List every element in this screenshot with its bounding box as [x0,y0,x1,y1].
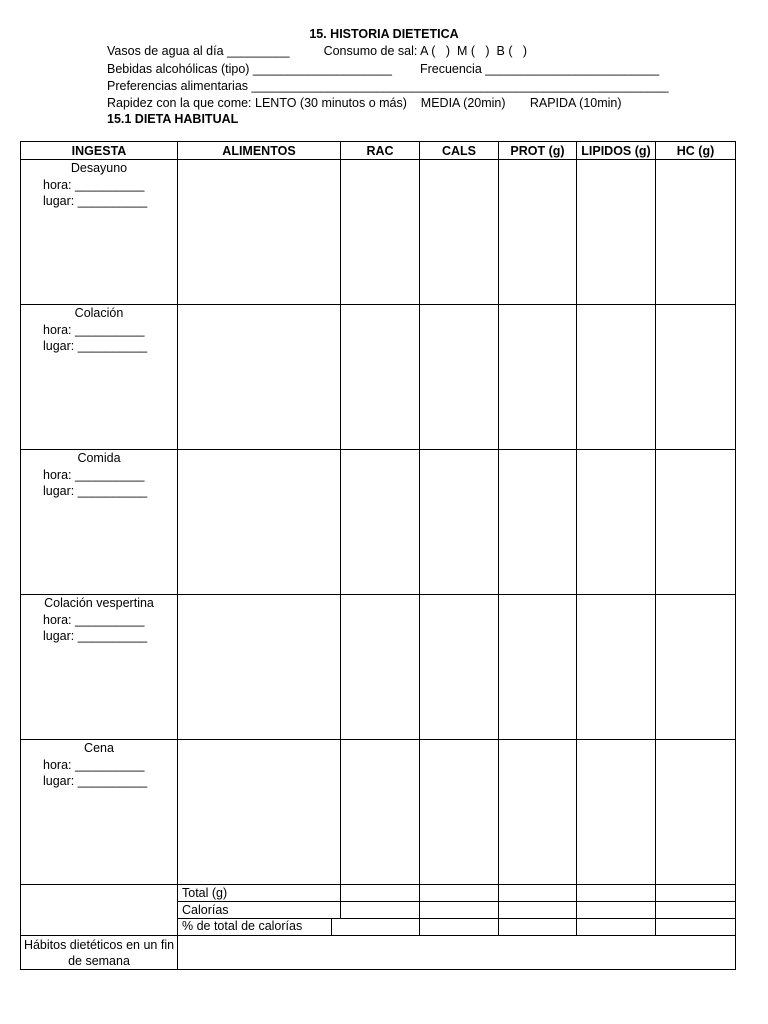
lipidos-cell[interactable] [577,160,656,305]
meal-hora-field[interactable]: hora: __________ [43,177,145,192]
alimentos-cell[interactable] [178,595,341,740]
meal-hora-field[interactable]: hora: __________ [43,467,145,482]
water-field[interactable]: Vasos de agua al día _________ [107,44,290,58]
meal-lugar-field[interactable]: lugar: __________ [43,339,148,353]
frequency-field[interactable]: Frecuencia _________________________ [419,62,660,76]
table-row [21,740,736,885]
preferences-field[interactable]: Preferencias alimentarias ____________________________________________________________ [107,79,669,93]
alcohol-line [107,62,659,76]
lipidos-cell[interactable] [577,305,656,450]
summary-blank-cell [21,885,178,936]
prot-cell[interactable] [499,160,577,305]
cals-cell[interactable] [420,450,499,595]
cals-cell[interactable] [420,160,499,305]
hc-cell[interactable] [656,595,736,740]
eating-speed-field[interactable]: Rapidez con la que come: LENTO (30 minutos o más) MEDIA (20min) RAPIDA (10min) [107,96,622,110]
alcohol-field[interactable]: Bebidas alcohólicas (tipo) ____________________ [107,62,392,76]
water-salt-line [107,44,527,58]
meal-cell-colacion [21,305,178,450]
table-row [21,450,736,595]
habits-label: Hábitos dietéticos en un fin de semana [21,936,178,970]
cals-cell[interactable] [420,885,499,902]
meal-name: Cena [84,741,114,755]
header-lipidos: LIPIDOS (g) [577,142,656,160]
cals-cell[interactable] [420,305,499,450]
cals-cell[interactable] [420,902,499,919]
hc-cell[interactable] [656,740,736,885]
hc-cell[interactable] [656,902,736,919]
meal-name: Comida [77,451,121,465]
rac-cell[interactable] [341,305,420,450]
cals-cell[interactable] [420,595,499,740]
header-prot: PROT (g) [499,142,577,160]
lipidos-cell[interactable] [577,902,656,919]
table-row [21,595,736,740]
summary-row-total [21,885,736,902]
rac-cell[interactable] [341,160,420,305]
meal-name: Colación [74,306,124,320]
alimentos-cell[interactable] [178,160,341,305]
header-rac: RAC [341,142,420,160]
meal-cell-comida [21,450,178,595]
salt-field[interactable]: Consumo de sal: A ( ) M ( ) B ( ) [323,44,528,58]
total-label: Total (g) [178,885,341,902]
meal-cell-desayuno [21,160,178,305]
lipidos-cell[interactable] [577,885,656,902]
lipidos-cell[interactable] [577,595,656,740]
prot-cell[interactable] [499,919,577,936]
table-row [21,160,736,305]
meal-hora-field[interactable]: hora: __________ [43,757,145,772]
hc-cell[interactable] [656,450,736,595]
header-ingesta: INGESTA [21,142,178,160]
meal-lugar-field[interactable]: lugar: __________ [43,484,148,498]
prot-cell[interactable] [499,902,577,919]
alimentos-cell[interactable] [178,740,341,885]
header-cals: CALS [420,142,499,160]
section-subtitle: 15.1 DIETA HABITUAL [107,112,239,126]
rac-cell[interactable] [341,740,420,885]
meal-cell-cena [21,740,178,885]
meal-name: Desayuno [70,161,128,175]
hc-cell[interactable] [656,305,736,450]
calorias-label: Calorías [178,902,341,919]
page-title: 15. HISTORIA DIETETICA [309,27,459,41]
meal-lugar-field[interactable]: lugar: __________ [43,774,148,788]
prot-cell[interactable] [499,740,577,885]
prot-cell[interactable] [499,885,577,902]
hc-cell[interactable] [656,160,736,305]
pct-value-box[interactable] [332,919,419,935]
pct-label: % de total de calorías [178,919,332,935]
lipidos-cell[interactable] [577,740,656,885]
table-row [21,305,736,450]
header-alimentos: ALIMENTOS [178,142,341,160]
hc-cell[interactable] [656,919,736,936]
habits-row [21,936,736,970]
prot-cell[interactable] [499,595,577,740]
meal-hora-field[interactable]: hora: __________ [43,322,145,337]
table-header-row [21,142,736,160]
lipidos-cell[interactable] [577,450,656,595]
meal-cell-colacion-vespertina [21,595,178,740]
alimentos-cell[interactable] [178,305,341,450]
meal-hora-field[interactable]: hora: __________ [43,612,145,627]
pct-wrap [178,919,419,935]
pct-cell [178,919,420,936]
hc-cell[interactable] [656,885,736,902]
rac-cell[interactable] [341,885,420,902]
rac-cell[interactable] [341,595,420,740]
cals-cell[interactable] [420,740,499,885]
header-hc: HC (g) [656,142,736,160]
meal-lugar-field[interactable]: lugar: __________ [43,194,148,208]
diet-table [20,141,736,970]
prot-cell[interactable] [499,305,577,450]
rac-cell[interactable] [341,902,420,919]
cals-cell[interactable] [420,919,499,936]
meal-name: Colación vespertina [44,596,154,610]
rac-cell[interactable] [341,450,420,595]
prot-cell[interactable] [499,450,577,595]
meal-lugar-field[interactable]: lugar: __________ [43,629,148,643]
lipidos-cell[interactable] [577,919,656,936]
alimentos-cell[interactable] [178,450,341,595]
habits-answer-cell[interactable] [178,936,736,970]
